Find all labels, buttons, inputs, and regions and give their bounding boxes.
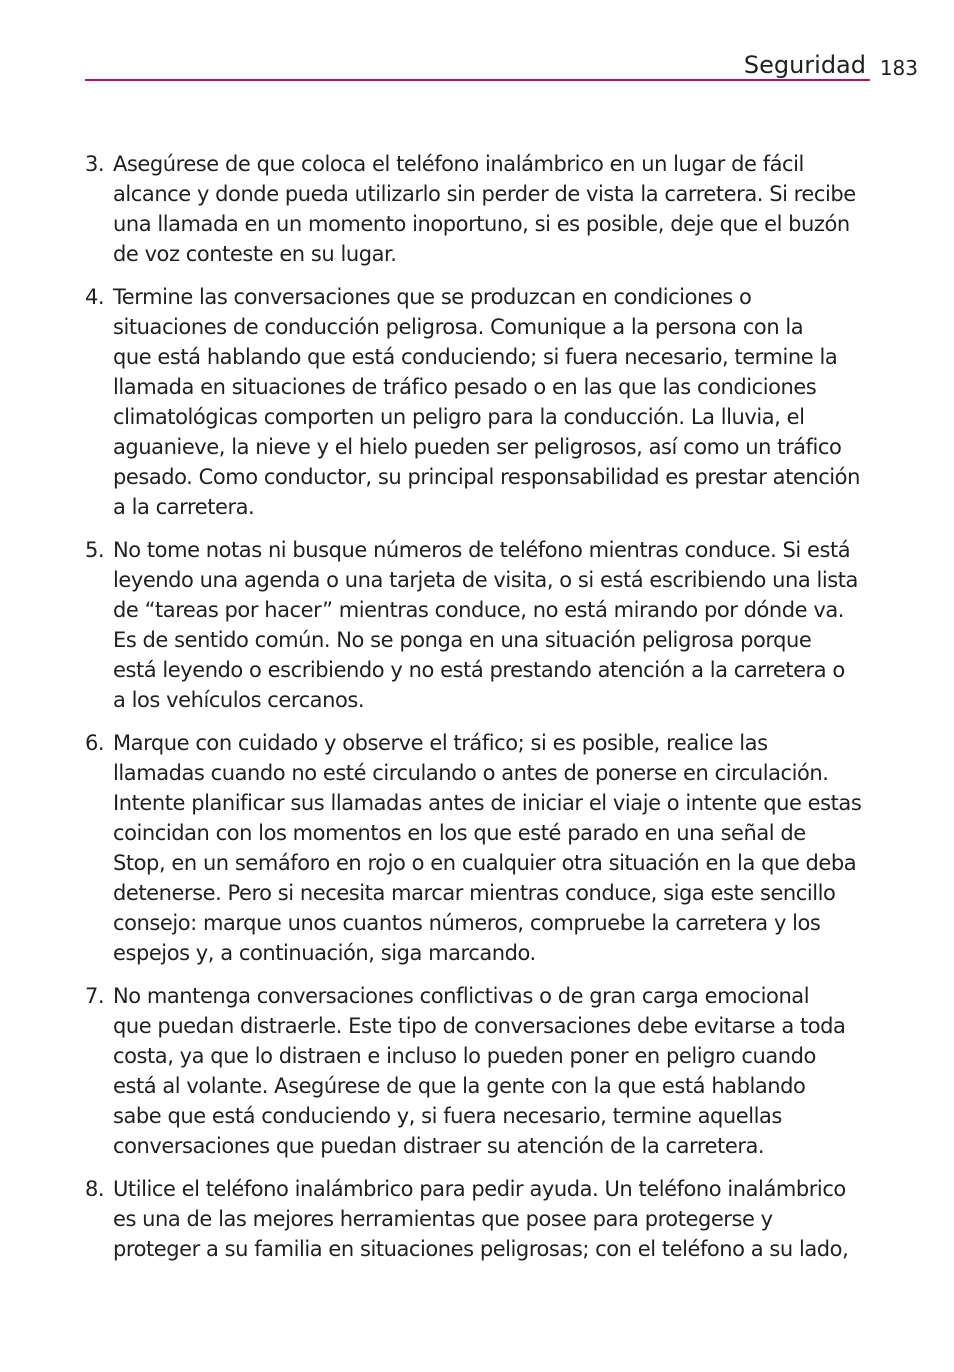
- page-number: 183: [879, 56, 918, 80]
- section-title: Seguridad: [743, 51, 866, 79]
- item-line: a la carretera.: [113, 495, 255, 519]
- item-line: Marque con cuidado y observe el tráfico; si es posible, realice las: [113, 731, 768, 755]
- item-line: Es de sentido común. No se ponga en una situación peligrosa porque: [113, 628, 812, 652]
- header-rule: [85, 79, 870, 81]
- item-line: está leyendo o escribiendo y no está prestando atención a la carretera o: [113, 658, 845, 682]
- item-line: sabe que está conduciendo y, si fuera necesario, termine aquellas: [113, 1104, 782, 1128]
- item-line: detenerse. Pero si necesita marcar mientras conduce, siga este sencillo: [113, 881, 836, 905]
- item-line: llamada en situaciones de tráfico pesado o en las que las condiciones: [113, 375, 817, 399]
- item-line: una llamada en un momento inoportuno, si es posible, deje que el buzón: [113, 212, 850, 236]
- item-line: Asegúrese de que coloca el teléfono inalámbrico en un lugar de fácil: [113, 152, 804, 176]
- item-line: que puedan distraerle. Este tipo de conversaciones debe evitarse a toda: [113, 1014, 846, 1038]
- item-number: 3.: [85, 152, 105, 176]
- item-line: Intente planificar sus llamadas antes de iniciar el viaje o intente que estas: [113, 791, 862, 815]
- item-line: de voz conteste en su lugar.: [113, 242, 397, 266]
- item-number: 8.: [85, 1177, 105, 1201]
- list-item-5: [85, 535, 875, 715]
- item-line: costa, ya que lo distraen e incluso lo pueden poner en peligro cuando: [113, 1044, 816, 1068]
- item-line: espejos y, a continuación, siga marcando.: [113, 941, 536, 965]
- numbered-list: [85, 149, 875, 1277]
- item-number: 6.: [85, 731, 105, 755]
- item-number: 7.: [85, 984, 105, 1008]
- item-line: situaciones de conducción peligrosa. Comunique a la persona con la: [113, 315, 804, 339]
- item-line: a los vehículos cercanos.: [113, 688, 365, 712]
- item-line: conversaciones que puedan distraer su atención de la carretera.: [113, 1134, 765, 1158]
- item-line: leyendo una agenda o una tarjeta de visita, o si está escribiendo una lista: [113, 568, 858, 592]
- item-line: de “tareas por hacer” mientras conduce, no está mirando por dónde va.: [113, 598, 844, 622]
- item-line: Utilice el teléfono inalámbrico para pedir ayuda. Un teléfono inalámbrico: [113, 1177, 846, 1201]
- item-line: pesado. Como conductor, su principal responsabilidad es prestar atención: [113, 465, 860, 489]
- list-item-3: [85, 149, 875, 269]
- item-line: Stop, en un semáforo en rojo o en cualquier otra situación en la que deba: [113, 851, 857, 875]
- item-line: que está hablando que está conduciendo; si fuera necesario, termine la: [113, 345, 838, 369]
- item-line: No tome notas ni busque números de teléfono mientras conduce. Si está: [113, 538, 851, 562]
- item-number: 4.: [85, 285, 105, 309]
- item-line: proteger a su familia en situaciones peligrosas; con el teléfono a su lado,: [113, 1237, 849, 1261]
- item-line: alcance y donde pueda utilizarlo sin perder de vista la carretera. Si recibe: [113, 182, 856, 206]
- item-line: Termine las conversaciones que se produzcan en condiciones o: [113, 285, 752, 309]
- page-header: [85, 50, 918, 90]
- item-line: es una de las mejores herramientas que posee para protegerse y: [113, 1207, 773, 1231]
- list-item-8: [85, 1174, 875, 1264]
- item-number: 5.: [85, 538, 105, 562]
- item-line: consejo: marque unos cuantos números, compruebe la carretera y los: [113, 911, 821, 935]
- item-line: coincidan con los momentos en los que esté parado en una señal de: [113, 821, 806, 845]
- item-line: climatológicas comporten un peligro para la conducción. La lluvia, el: [113, 405, 805, 429]
- list-item-4: [85, 282, 875, 522]
- list-item-6: [85, 728, 875, 968]
- item-line: llamadas cuando no esté circulando o antes de ponerse en circulación.: [113, 761, 829, 785]
- item-line: está al volante. Asegúrese de que la gente con la que está hablando: [113, 1074, 806, 1098]
- item-line: No mantenga conversaciones conflictivas o de gran carga emocional: [113, 984, 810, 1008]
- list-item-7: [85, 981, 875, 1161]
- item-line: aguanieve, la nieve y el hielo pueden ser peligrosos, así como un tráfico: [113, 435, 842, 459]
